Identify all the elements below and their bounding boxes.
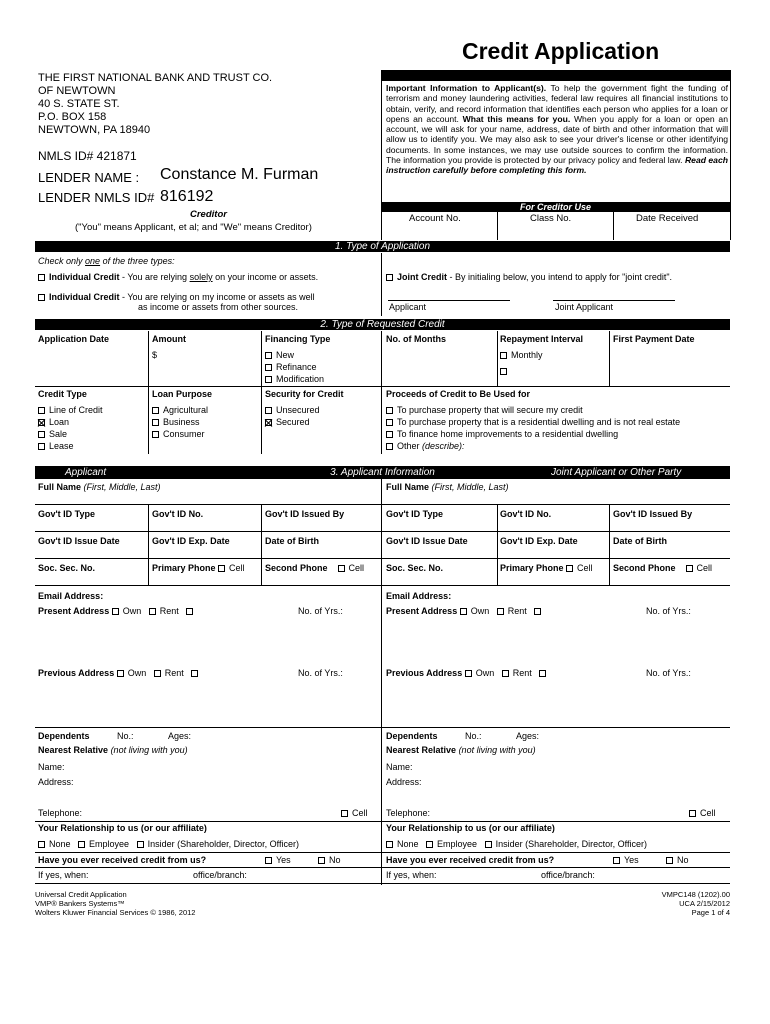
address-line: NEWTOWN, PA 18940 (38, 124, 151, 136)
checkbox-icon[interactable] (465, 670, 472, 677)
section1-bar: 1. Type of Application (35, 241, 730, 252)
security-secured[interactable]: Secured (265, 417, 310, 427)
credit-type-lease[interactable]: Lease (38, 441, 74, 451)
applicant-id-issue-date[interactable]: Gov't ID Issue Date (38, 536, 120, 546)
months-label: No. of Months (386, 334, 446, 344)
checkbox-icon[interactable] (154, 670, 161, 677)
joint-if-yes[interactable]: If yes, when: (386, 870, 437, 880)
amount-value[interactable]: $ (152, 350, 158, 360)
info-header-bar (381, 70, 730, 81)
checkbox-icon[interactable] (460, 608, 467, 615)
joint-present-years[interactable]: No. of Yrs.: (646, 606, 691, 616)
class-no-label: Class No. (530, 213, 572, 224)
financing-modification[interactable]: Modification (265, 374, 324, 384)
joint-relative-cell[interactable]: Cell (689, 808, 716, 818)
date-received-label: Date Received (636, 213, 699, 224)
checkbox-icon[interactable] (265, 352, 272, 359)
individual-credit-other-text: as income or assets from other sources. (138, 302, 299, 312)
applicant-dependents[interactable]: Dependents No.: Ages: (38, 731, 192, 741)
applicant-relative-name[interactable]: Name: (38, 762, 65, 772)
applicant-relative-telephone[interactable]: Telephone: (38, 808, 83, 818)
checkbox-icon[interactable] (566, 565, 573, 572)
checkbox-icon[interactable] (38, 841, 45, 848)
checkbox-icon[interactable] (686, 565, 693, 572)
creditor-note: ("You" means Applicant, et al; and "We" means Creditor) (75, 222, 312, 233)
applicant-id-issued-by[interactable]: Gov't ID Issued By (265, 509, 345, 519)
applicant-received-yes[interactable]: Yes (265, 855, 291, 865)
applicant-nearest-relative: Nearest Relative (not living with you) (38, 745, 188, 755)
checkbox-icon[interactable] (689, 810, 696, 817)
checkbox-icon[interactable] (500, 352, 507, 359)
proceeds-label: Proceeds of Credit to Be Used for (386, 389, 531, 399)
applicant-id-no[interactable]: Gov't ID No. (152, 509, 204, 519)
credit-type-label: Credit Type (38, 389, 87, 399)
checked-checkbox-icon[interactable] (265, 419, 272, 426)
applicant-id-exp-date[interactable]: Gov't ID Exp. Date (152, 536, 230, 546)
checkbox-icon[interactable] (38, 443, 45, 450)
checkbox-icon[interactable] (500, 368, 507, 375)
checkbox-icon[interactable] (338, 565, 345, 572)
proceeds-option[interactable]: To purchase property that will secure my credit (386, 405, 583, 415)
account-no-label: Account No. (409, 213, 461, 224)
credit-type-loan[interactable]: Loan (38, 417, 69, 427)
credit-type-sale[interactable]: Sale (38, 429, 67, 439)
individual-credit-other-option[interactable]: Individual Credit - You are relying on my income or assets as well (38, 292, 315, 302)
financing-type-label: Financing Type (265, 334, 331, 344)
joint-id-issue-date[interactable]: Gov't ID Issue Date (386, 536, 468, 546)
checkbox-icon[interactable] (38, 431, 45, 438)
footer-right: VMPC148 (1202).00 UCA 2/15/2012 Page 1 of 4 (661, 890, 730, 917)
financing-refinance[interactable]: Refinance (265, 362, 317, 372)
lender-nmls-label: LENDER NMLS ID# (38, 190, 155, 205)
joint-nearest-relative: Nearest Relative (not living with you) (386, 745, 536, 755)
financing-new[interactable]: New (265, 350, 294, 360)
section3-bar: Applicant 3. Applicant Information Joint Applicant or Other Party (35, 466, 730, 479)
checkbox-icon[interactable] (112, 608, 119, 615)
creditor-label: Creditor (190, 209, 227, 220)
joint-second-phone[interactable]: Second Phone Cell (613, 563, 713, 573)
security-label: Security for Credit (265, 389, 344, 399)
joint-previous-years[interactable]: No. of Yrs.: (646, 668, 691, 678)
joint-dependents[interactable]: Dependents No.: Ages: (386, 731, 540, 741)
proceeds-other[interactable]: Other (describe): (386, 441, 465, 451)
joint-full-name[interactable]: Full Name (First, Middle, Last) (386, 482, 509, 492)
joint-id-issued-by[interactable]: Gov't ID Issued By (613, 509, 693, 519)
applicant-relative-cell[interactable]: Cell (341, 808, 368, 818)
address-line: P.O. BOX 158 (38, 111, 107, 123)
lender-name-value[interactable]: Constance M. Furman (160, 166, 319, 183)
checkbox-icon[interactable] (38, 407, 45, 414)
individual-credit-option[interactable]: Individual Credit - You are relying solely on your income or assets. (38, 272, 318, 282)
proceeds-option[interactable]: To purchase property that is a residential dwelling and is not real estate (386, 417, 680, 427)
security-unsecured[interactable]: Unsecured (265, 405, 320, 415)
checkbox-icon[interactable] (386, 274, 393, 281)
checkbox-icon[interactable] (149, 608, 156, 615)
joint-id-no[interactable]: Gov't ID No. (500, 509, 552, 519)
checkbox-icon[interactable] (534, 608, 541, 615)
applicant-received-no[interactable]: No (318, 855, 341, 865)
amount-label: Amount (152, 334, 186, 344)
applicant-full-name[interactable]: Full Name (First, Middle, Last) (38, 482, 161, 492)
checkbox-icon[interactable] (137, 841, 144, 848)
creditor-use-title: For Creditor Use (381, 202, 730, 212)
bank-nmls: NMLS ID# 421871 (38, 149, 137, 163)
loan-purpose-agricultural[interactable]: Agricultural (152, 405, 208, 415)
lender-name-label: LENDER NAME : (38, 170, 140, 185)
applicant-initial-label: Applicant (389, 302, 427, 312)
joint-id-type[interactable]: Gov't ID Type (386, 509, 443, 519)
application-date-label: Application Date (38, 334, 110, 344)
checkbox-icon[interactable] (152, 431, 159, 438)
joint-dob[interactable]: Date of Birth (613, 536, 667, 546)
check-note: Check only one of the three types: (38, 256, 175, 266)
joint-applicant-initial-label: Joint Applicant (555, 302, 614, 312)
important-information: Important Information to Applicant(s). To help the government fight the funding of terrorism and money laundering activities, federal law requires all financial institutions to obtain, verify, and record information that identifies each person who applies for a loan or opens an account. What this means for you. When you apply for a loan or open an account, we will ask for your name, address, date of birth and other information that will allow us to identify you. We may also ask to see your driver's license or other identifying documents. In some instances, we may use outside sources to confirm the information. The information you provide is protected by our privacy policy and federal law. Read each instruction carefully before completing this form. (386, 83, 729, 176)
checkbox-icon[interactable] (265, 376, 272, 383)
address-line: THE FIRST NATIONAL BANK AND TRUST CO. (38, 72, 273, 84)
loan-purpose-consumer[interactable]: Consumer (152, 429, 205, 439)
joint-relationship-options[interactable]: None Employee Insider (Shareholder, Director, Officer) (386, 839, 647, 849)
section2-bar: 2. Type of Requested Credit (35, 319, 730, 330)
applicant-second-phone[interactable]: Second Phone Cell (265, 563, 365, 573)
checkbox-icon[interactable] (386, 431, 393, 438)
applicant-if-yes[interactable]: If yes, when: (38, 870, 89, 880)
joint-ssn[interactable]: Soc. Sec. No. (386, 563, 444, 573)
applicant-dob[interactable]: Date of Birth (265, 536, 319, 546)
applicant-id-type[interactable]: Gov't ID Type (38, 509, 95, 519)
checkbox-icon[interactable] (265, 364, 272, 371)
page-title: Credit Application (462, 38, 660, 64)
checkbox-icon[interactable] (318, 857, 325, 864)
applicant-previous-address[interactable]: Previous Address Own Rent (38, 668, 202, 678)
checkbox-icon[interactable] (38, 274, 45, 281)
joint-present-address[interactable]: Present Address Own Rent (386, 606, 545, 616)
joint-relative-name[interactable]: Name: (386, 762, 413, 772)
checkbox-icon[interactable] (265, 407, 272, 414)
applicant-relative-address[interactable]: Address: (38, 777, 74, 787)
applicant-email[interactable]: Email Address: (38, 591, 104, 601)
checkbox-icon[interactable] (386, 443, 393, 450)
joint-relative-telephone[interactable]: Telephone: (386, 808, 431, 818)
checkbox-icon[interactable] (218, 565, 225, 572)
checkbox-icon[interactable] (265, 857, 272, 864)
applicant-received-label: Have you ever received credit from us? (38, 855, 207, 865)
joint-previous-address[interactable]: Previous Address Own Rent (386, 668, 550, 678)
joint-email[interactable]: Email Address: (386, 591, 452, 601)
checkbox-icon[interactable] (341, 810, 348, 817)
address-line: OF NEWTOWN (38, 85, 116, 97)
checkbox-icon[interactable] (78, 841, 85, 848)
joint-office-branch[interactable]: office/branch: (541, 870, 595, 880)
checkbox-icon[interactable] (38, 294, 45, 301)
checkbox-icon[interactable] (539, 670, 546, 677)
checkbox-icon[interactable] (613, 857, 620, 864)
address-line: 40 S. STATE ST. (38, 98, 120, 110)
applicant-previous-years[interactable]: No. of Yrs.: (298, 668, 343, 678)
checkbox-icon[interactable] (191, 670, 198, 677)
joint-primary-phone[interactable]: Primary Phone Cell (500, 563, 593, 573)
checkbox-icon[interactable] (386, 841, 393, 848)
checkbox-icon[interactable] (502, 670, 509, 677)
repayment-other[interactable] (500, 366, 511, 376)
checkbox-icon[interactable] (497, 608, 504, 615)
joint-relative-address[interactable]: Address: (386, 777, 422, 787)
applicant-relationship-options[interactable]: None Employee Insider (Shareholder, Director, Officer) (38, 839, 299, 849)
applicant-ssn[interactable]: Soc. Sec. No. (38, 563, 96, 573)
joint-received-label: Have you ever received credit from us? (386, 855, 555, 865)
joint-received-no[interactable]: No (666, 855, 689, 865)
applicant-present-years[interactable]: No. of Yrs.: (298, 606, 343, 616)
credit-type-line[interactable]: Line of Credit (38, 405, 103, 415)
checkbox-icon[interactable] (666, 857, 673, 864)
lender-nmls-value[interactable]: 816192 (160, 188, 214, 205)
footer-left: Universal Credit Application VMP® Bankers Systems™ Wolters Kluwer Financial Services © 1986, 2012 (35, 890, 196, 917)
applicant-relationship-label: Your Relationship to us (or our affiliate) (38, 823, 207, 833)
checked-checkbox-icon[interactable] (38, 419, 45, 426)
joint-relationship-label: Your Relationship to us (or our affiliate) (386, 823, 555, 833)
joint-id-exp-date[interactable]: Gov't ID Exp. Date (500, 536, 578, 546)
checkbox-icon[interactable] (152, 407, 159, 414)
bank-address (38, 72, 272, 137)
checkbox-icon[interactable] (386, 407, 393, 414)
first-payment-date-label: First Payment Date (613, 334, 695, 344)
joint-credit-option[interactable]: Joint Credit - By initialing below, you intend to apply for "joint credit". (386, 272, 672, 282)
checkbox-icon[interactable] (426, 841, 433, 848)
checkbox-icon[interactable] (117, 670, 124, 677)
checkbox-icon[interactable] (386, 419, 393, 426)
applicant-present-address[interactable]: Present Address Own Rent (38, 606, 197, 616)
proceeds-option[interactable]: To finance home improvements to a residential dwelling (386, 429, 618, 439)
applicant-primary-phone[interactable]: Primary Phone Cell (152, 563, 245, 573)
loan-purpose-label: Loan Purpose (152, 389, 213, 399)
repayment-monthly[interactable]: Monthly (500, 350, 543, 360)
checkbox-icon[interactable] (186, 608, 193, 615)
applicant-office-branch[interactable]: office/branch: (193, 870, 247, 880)
checkbox-icon[interactable] (152, 419, 159, 426)
repayment-interval-label: Repayment Interval (500, 334, 584, 344)
checkbox-icon[interactable] (485, 841, 492, 848)
joint-received-yes[interactable]: Yes (613, 855, 639, 865)
loan-purpose-business[interactable]: Business (152, 417, 200, 427)
